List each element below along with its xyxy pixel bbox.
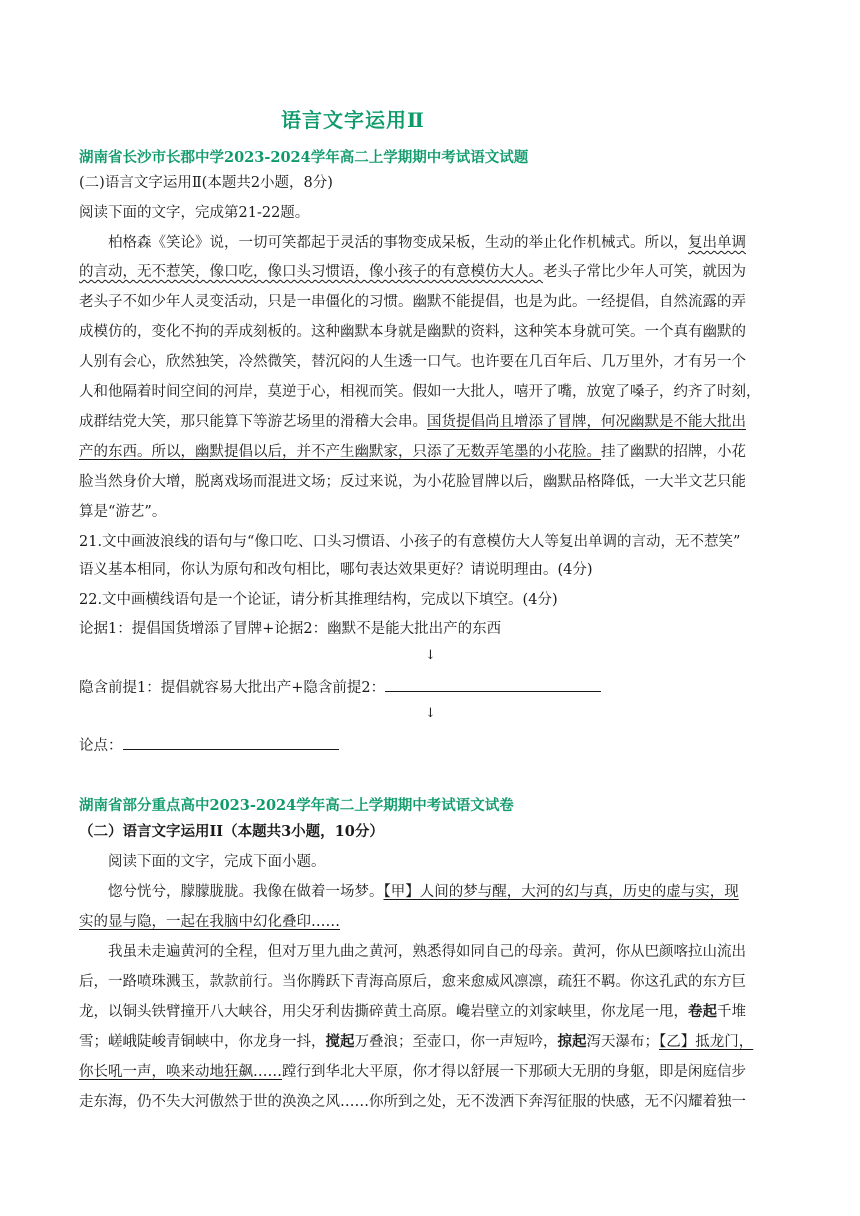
section2-intro: （二）语言文字运用II（本题共3小题，10分） — [79, 823, 384, 840]
passage2-line4: 后，一路喷珠溅玉，款款前行。当你腾跃下青海高原后，愈来愈威风凛凛，疏狂不羁。你这孔武的东方巨 — [79, 974, 746, 990]
question-22: 22.文中画横线语句是一个论证，请分析其推理结构，完成以下填空。(4分) — [79, 592, 558, 608]
question-21-line1: 21.文中画波浪线的语句与“像口吃、口头习惯语、小孩子的有意模仿大人等复出单调的言动，无不惹笑” — [79, 534, 741, 550]
passage1-line4: 成模仿的，变化不拘的弄成刻板的。这种幽默本身就是幽默的资料，这种笑本身就可笑。一个真有幽默的 — [79, 324, 746, 340]
passage2-line7: 你长吼一声，唤来动地狂飙……蹚行到华北大平原，你才得以舒展一下那硕大无朋的身躯，即是闲庭信步 — [79, 1064, 746, 1080]
passage1-line6: 人和他隔着时间空间的河岸，莫逆于心，相视而笑。假如一大批人，嘻开了嘴，放宽了嗓子，约齐了时刻， — [79, 384, 761, 400]
underlined-argument: 国货提倡尚且增添了冒牌，何况幽默是不能大批出 — [427, 414, 746, 430]
passage1-line7: 成群结党大笑，那只能算下等游艺场里的滑稽大会串。国货提倡尚且增添了冒牌，何况幽默是不能大批出 — [79, 414, 746, 430]
section1-heading: 湖南省长沙市长郡中学2023-2024学年高二上学期期中考试语文试题 — [79, 149, 529, 166]
underlined-argument-cont: 产的东西。所以，幽默提倡以后，并不产生幽默家，只添了无数弄笔墨的小花脸。 — [79, 444, 601, 460]
emphasis-lveqi: 掠起 — [557, 1033, 587, 1050]
premise-blank[interactable] — [385, 677, 601, 692]
section2-heading: 湖南省部分重点高中2023-2024学年高二上学期期中考试语文试卷 — [79, 797, 514, 814]
passage1-line9: 脸当然身价大增，脱离戏场而混进文场；反过来说，为小花脸冒牌以后，幽默品格降低，一大半文艺只能 — [79, 474, 746, 490]
conclusion-line: 论点： — [79, 735, 339, 756]
passage2-line1: 惚兮恍兮，朦朦胧胧。我像在做着一场梦。【甲】人间的梦与醒，大河的幻与真，历史的虚与实，现 — [108, 884, 739, 900]
underlined-yi: 【乙】抵龙门， — [659, 1034, 754, 1050]
passage2-line8: 走东海，仍不失大河傲然于世的涣涣之风……你所到之处，无不泼洒下奔泻征服的快感，无不闪耀着独一 — [79, 1094, 746, 1110]
section1-intro: (二)语言文字运用Ⅱ(本题共2小题，8分) — [79, 175, 333, 191]
down-arrow-1: ↓ — [425, 648, 436, 663]
section2-instruction: 阅读下面的文字，完成下面小题。 — [108, 854, 326, 870]
conclusion-blank[interactable] — [123, 735, 339, 750]
passage1-line10: 算是“游艺”。 — [79, 504, 167, 520]
argument-evidence: 论据1：提倡国货增添了冒牌+论据2：幽默不是能大批出产的东西 — [79, 621, 502, 637]
question-21-line2: 语义基本相同，你认为原句和改句相比，哪句表达效果更好？请说明理由。(4分) — [79, 562, 593, 578]
passage1-line5: 人别有会心，欣然独笑，冷然微笑，替沉闷的人生透一口气。也许要在几百年后、几万里外，才有另一个 — [79, 354, 746, 370]
passage2-line5: 龙，以铜头铁臂撞开八大峡谷，用尖牙利齿撕碎黄土高原。巉岩壁立的刘家峡里，你龙尾一甩，卷起千堆 — [79, 1003, 746, 1020]
passage1-line2: 的言动，无不惹笑，像口吃，像口头习惯语，像小孩子的有意模仿大人。老头子常比少年人可笑，就因为 — [79, 264, 746, 280]
page-title: 语言文字运用Ⅱ — [281, 108, 425, 132]
emphasis-jiaoqi: 搅起 — [325, 1033, 355, 1050]
underlined-jia-cont: 实的显与隐，一起在我脑中幻化叠印…… — [79, 914, 340, 930]
underlined-yi-cont: 你长吼一声，唤来动地狂飙…… — [79, 1064, 282, 1080]
passage1-line8: 产的东西。所以，幽默提倡以后，并不产生幽默家，只添了无数弄笔墨的小花脸。挂了幽默的招牌，小花 — [79, 444, 746, 460]
passage1-line1: 柏格森《笑论》说，一切可笑都起于灵活的事物变成呆板，生动的举止化作机械式。所以，复出单调 — [108, 235, 746, 251]
underlined-jia: 【甲】人间的梦与醒，大河的幻与真，历史的虚与实，现 — [383, 884, 739, 900]
passage2-line3: 我虽未走遍黄河的全程，但对万里九曲之黄河，熟悉得如同自己的母亲。黄河，你从巴颜喀拉山流出 — [108, 944, 746, 960]
wavy-underlined-sentence: 复出单调 — [688, 235, 746, 251]
passage2-line6: 雪；嵯峨陡峻青铜峡中，你龙身一抖，搅起万叠浪；至壶口，你一声短吟，掠起泻天瀑布；【乙】抵龙门， — [79, 1033, 754, 1050]
emphasis-juanqi: 卷起 — [688, 1003, 717, 1020]
passage1-line3: 老头子不如少年人灵变活动，只是一串僵化的习惯。幽默不能提倡，也是为此。一经提倡，自然流露的弄 — [79, 294, 746, 310]
passage2-line2 — [79, 912, 340, 932]
implicit-premise-line: 隐含前提1：提倡就容易大批出产+隐含前提2： — [79, 677, 601, 698]
down-arrow-2: ↓ — [425, 706, 436, 721]
section1-instruction: 阅读下面的文字，完成第21-22题。 — [79, 205, 310, 221]
wavy-underlined-sentence-cont: 的言动，无不惹笑，像口吃，像口头习惯语，像小孩子的有意模仿大人。 — [79, 264, 543, 280]
